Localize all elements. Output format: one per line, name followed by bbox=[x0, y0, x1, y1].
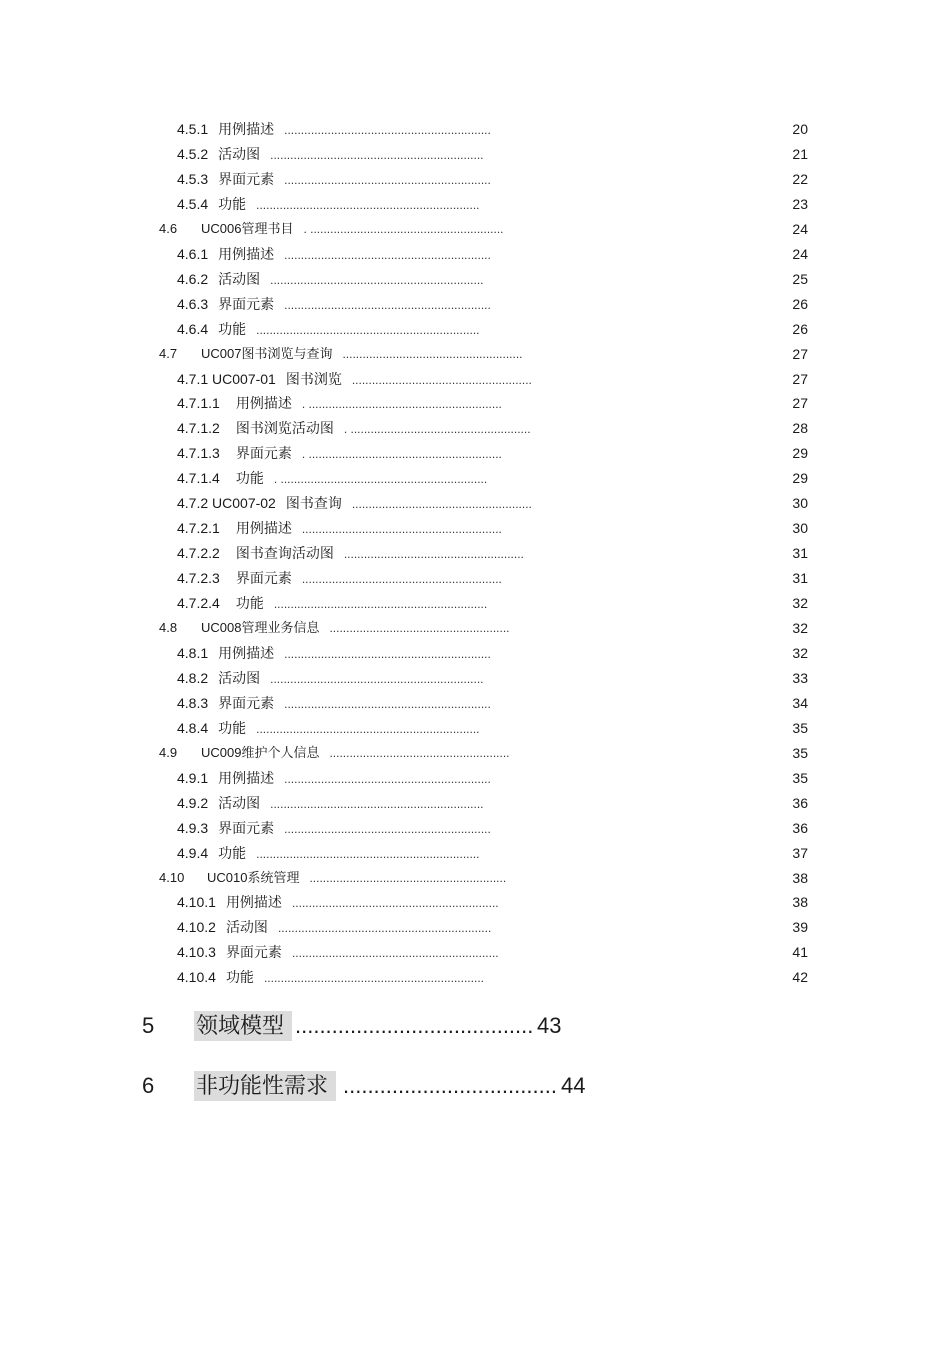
toc-entry-number: 4.7.1.4 bbox=[177, 470, 220, 487]
toc-entry-number: 4.10 bbox=[159, 869, 185, 885]
toc-entry[interactable] bbox=[177, 393, 502, 413]
toc-entry-number: 4.5.3 bbox=[177, 170, 209, 187]
toc-entry-title: 活动图 bbox=[218, 669, 261, 686]
toc-entry-leader: ................................................................ bbox=[270, 147, 484, 162]
toc-entry[interactable] bbox=[177, 169, 491, 189]
toc-entry-leader: ................................................................... bbox=[256, 197, 480, 212]
toc-entry-number: 4.5.2 bbox=[177, 145, 209, 162]
toc-entry[interactable] bbox=[177, 843, 480, 863]
toc-entry[interactable] bbox=[177, 269, 484, 289]
toc-entry-page: 34 bbox=[792, 694, 808, 711]
chapter-entry[interactable] bbox=[142, 1071, 642, 1101]
toc-entry-title: UC008管理业务信息 bbox=[201, 620, 320, 635]
toc-entry-title: 活动图 bbox=[218, 270, 261, 287]
toc-entry-number: 4.8.1 bbox=[177, 644, 209, 661]
toc-entry-page: 39 bbox=[792, 919, 808, 936]
toc-entry-leader: .............................................................. bbox=[284, 771, 491, 786]
toc-entry-page: 36 bbox=[792, 794, 808, 811]
toc-entry-number: 4.5.4 bbox=[177, 195, 209, 212]
toc-entry-page: 26 bbox=[792, 320, 808, 337]
toc-entry-leader: .............................................................. bbox=[284, 696, 491, 711]
toc-entry-page: 23 bbox=[792, 195, 808, 212]
toc-entry[interactable] bbox=[177, 468, 487, 488]
toc-entry[interactable] bbox=[177, 144, 484, 164]
toc-entry-title: 活动图 bbox=[218, 145, 261, 162]
toc-entry-title: 图书浏览活动图 bbox=[235, 420, 334, 437]
toc-entry-leader: ...................................................... bbox=[342, 346, 523, 361]
toc-entry-number: 4.7 bbox=[159, 345, 178, 361]
toc-entry-number: 4.6.4 bbox=[177, 320, 209, 337]
toc-entry-leader: .............................................................. bbox=[291, 896, 499, 911]
toc-entry-leader: ...................................................... bbox=[329, 621, 510, 635]
toc-entry-page: 35 bbox=[792, 719, 808, 736]
toc-entry-number: 4.6.3 bbox=[177, 295, 209, 312]
toc-entry-leader: .............................................................. bbox=[291, 946, 499, 961]
toc-entry-page: 22 bbox=[792, 170, 808, 187]
toc-entry-leader: ...................................................... bbox=[351, 497, 532, 512]
toc-entry-page: 21 bbox=[792, 145, 808, 162]
toc-entry-number: 4.8.2 bbox=[177, 669, 209, 686]
toc-entry-leader: .............................................................. bbox=[284, 646, 491, 661]
toc-entry-title: 用例描述 bbox=[225, 894, 282, 911]
toc-entry-title: 图书查询活动图 bbox=[235, 545, 334, 562]
toc-entry-page: 30 bbox=[792, 520, 808, 537]
toc-entry-number: 4.7.2 UC007-02 bbox=[177, 495, 276, 512]
toc-entry-page: 32 bbox=[792, 595, 808, 612]
toc-entry-title: UC006管理书目 bbox=[201, 220, 294, 236]
toc-entry-number: 4.7.1.3 bbox=[177, 445, 220, 462]
toc-entry-page: 31 bbox=[792, 545, 808, 562]
toc-entry-title: 功能 bbox=[235, 595, 264, 612]
toc-entry-leader: .............................................................. bbox=[284, 172, 491, 187]
toc-entry-leader: ............................................................ bbox=[301, 522, 502, 537]
toc-entry-title: 用例描述 bbox=[218, 644, 275, 661]
toc-entry-title: 用例描述 bbox=[235, 395, 292, 412]
toc-entry[interactable] bbox=[159, 618, 510, 638]
toc-entry-title: 界面元素 bbox=[235, 445, 292, 462]
toc-entry[interactable] bbox=[177, 668, 484, 688]
toc-entry-title: 活动图 bbox=[218, 794, 261, 811]
toc-entry-title: 用例描述 bbox=[235, 520, 292, 537]
toc-entry-number: 4.7.2.1 bbox=[177, 520, 220, 537]
toc-entry-leader: ................................................................ bbox=[270, 796, 484, 811]
toc-entry-leader: ................................................................ bbox=[273, 597, 488, 612]
toc-entry-leader: ................................................................ bbox=[277, 921, 492, 936]
toc-entry[interactable] bbox=[159, 344, 523, 364]
toc-entry-page: 29 bbox=[792, 470, 808, 487]
toc-entry-page: 32 bbox=[792, 620, 808, 636]
toc-entry-leader: .............................................................. bbox=[284, 247, 491, 262]
toc-entry-number: 4.9.1 bbox=[177, 769, 209, 786]
toc-entry-leader: .............................................................. bbox=[284, 821, 491, 836]
toc-entry-page: 24 bbox=[792, 245, 808, 262]
chapter-title: 领域模型 bbox=[194, 1011, 292, 1041]
toc-entry-number: 4.10.1 bbox=[177, 894, 216, 911]
toc-entry-page: 30 bbox=[792, 495, 808, 512]
toc-entry[interactable] bbox=[177, 493, 532, 513]
toc-entry-page: 27 bbox=[792, 395, 808, 412]
toc-entry-number: 4.7.2.4 bbox=[177, 595, 220, 612]
toc-entry-number: 4.6.1 bbox=[177, 245, 209, 262]
toc-entry-title: 功能 bbox=[235, 470, 264, 487]
chapter-number: 5 bbox=[142, 1013, 155, 1038]
toc-entry-title: 图书查询 bbox=[285, 495, 342, 512]
toc-entry-number: 4.7.2.2 bbox=[177, 545, 220, 562]
toc-entry[interactable] bbox=[177, 443, 502, 463]
toc-entry-page: 31 bbox=[792, 570, 808, 587]
toc-entry-number: 4.8.4 bbox=[177, 719, 209, 736]
toc-entry-page: 42 bbox=[792, 969, 808, 986]
toc-entry-title: 界面元素 bbox=[218, 170, 275, 187]
toc-entry-title: 界面元素 bbox=[225, 944, 282, 961]
toc-entry-leader: . ...................................................... bbox=[343, 422, 531, 437]
toc-entry-leader: . .......................................................... bbox=[301, 397, 502, 412]
toc-entry-title: 界面元素 bbox=[218, 295, 275, 312]
toc-entry-leader: ................................................................... bbox=[256, 846, 480, 861]
toc-entry-page: 35 bbox=[792, 769, 808, 786]
chapter-number: 6 bbox=[142, 1073, 155, 1098]
toc-entry-leader: . .......................................................... bbox=[303, 221, 504, 236]
toc-entry[interactable] bbox=[177, 244, 491, 264]
toc-entry-page: 38 bbox=[792, 869, 808, 886]
chapter-page: 43 bbox=[537, 1013, 562, 1038]
toc-entry[interactable] bbox=[177, 718, 480, 738]
toc-entry-page: 27 bbox=[792, 370, 808, 387]
toc-entry-leader: ........................................................... bbox=[309, 870, 507, 885]
toc-entry-page: 26 bbox=[792, 295, 808, 312]
toc-entry-number: 4.7.1 UC007-01 bbox=[177, 370, 276, 387]
toc-entry-page: 29 bbox=[792, 445, 808, 462]
toc-entry-number: 4.9 bbox=[159, 744, 178, 760]
toc-entry-page: 41 bbox=[792, 944, 808, 961]
toc-entry[interactable] bbox=[177, 119, 491, 139]
chapter-entry[interactable] bbox=[142, 1011, 642, 1041]
toc-entry-page: 27 bbox=[792, 345, 808, 362]
toc-entry[interactable] bbox=[177, 967, 484, 987]
toc-entry[interactable] bbox=[177, 418, 531, 438]
toc-entry-title: 用例描述 bbox=[218, 769, 275, 786]
toc-entry-leader: ............................................................ bbox=[301, 572, 502, 587]
toc-entry-title: UC009维护个人信息 bbox=[201, 744, 320, 760]
toc-entry-number: 4.10.2 bbox=[177, 919, 216, 936]
toc-entry[interactable] bbox=[159, 219, 504, 239]
chapter-dots: ....................................... bbox=[295, 1013, 534, 1038]
toc-entry-number: 4.8.3 bbox=[177, 694, 209, 711]
toc-entry-page: 32 bbox=[792, 644, 808, 661]
toc-entry-page: 35 bbox=[792, 744, 808, 761]
toc-entry-leader: ................................................................... bbox=[256, 322, 480, 337]
toc-entry[interactable] bbox=[177, 568, 502, 588]
toc-entry-number: 4.6.2 bbox=[177, 270, 209, 287]
toc-entry-number: 4.10.4 bbox=[177, 969, 216, 986]
toc-entry[interactable] bbox=[177, 518, 502, 538]
toc-entry-page: 38 bbox=[792, 894, 808, 911]
toc-entry-leader: .................................................................. bbox=[263, 971, 484, 986]
toc-entry-title: 界面元素 bbox=[235, 570, 292, 587]
toc-entry-page: 28 bbox=[792, 420, 808, 437]
toc-entry-number: 4.7.1.2 bbox=[177, 420, 220, 437]
toc-entry-leader: ...................................................... bbox=[329, 745, 510, 760]
toc-entry-page: 25 bbox=[792, 270, 808, 287]
toc-entry[interactable] bbox=[177, 768, 491, 788]
toc-entry[interactable] bbox=[177, 942, 499, 962]
toc-entry-number: 4.9.3 bbox=[177, 819, 209, 836]
toc-entry-page: 37 bbox=[792, 844, 808, 861]
toc-entry-number: 4.9.2 bbox=[177, 794, 209, 811]
toc-entry-title: 图书浏览 bbox=[285, 370, 342, 387]
toc-entry-title: 功能 bbox=[225, 969, 254, 986]
toc-entry-leader: ................................................................ bbox=[270, 272, 484, 287]
toc-entry-leader: ...................................................... bbox=[351, 372, 532, 387]
toc-entry-leader: . .............................................................. bbox=[273, 472, 488, 487]
toc-entry[interactable] bbox=[177, 294, 491, 314]
toc-entry[interactable] bbox=[177, 693, 491, 713]
toc-entry-title: 活动图 bbox=[225, 919, 268, 936]
toc-entry-number: 4.9.4 bbox=[177, 844, 209, 861]
toc-entry[interactable] bbox=[177, 593, 487, 613]
toc-entry[interactable] bbox=[159, 743, 510, 763]
toc-entry-page: 24 bbox=[792, 220, 808, 237]
toc-entry-number: 4.5.1 bbox=[177, 121, 209, 137]
toc-entry[interactable] bbox=[177, 892, 499, 912]
toc-entry-page: 36 bbox=[792, 819, 808, 836]
toc-entry-title: 功能 bbox=[218, 320, 247, 337]
toc-entry[interactable] bbox=[177, 793, 484, 813]
toc-entry-number: 4.6 bbox=[159, 220, 178, 236]
toc-entry[interactable] bbox=[177, 643, 491, 663]
toc-entry-number: 4.7.1.1 bbox=[177, 395, 220, 412]
toc-entry-title: 界面元素 bbox=[218, 819, 275, 836]
chapter-page: 44 bbox=[561, 1073, 586, 1098]
toc-entry-page: 33 bbox=[792, 669, 808, 686]
toc-entry-leader: .............................................................. bbox=[284, 123, 491, 137]
toc-entry-page: 20 bbox=[792, 121, 808, 137]
toc-entry-leader: ................................................................ bbox=[270, 671, 484, 686]
toc-entry-number: 4.8 bbox=[159, 620, 178, 635]
toc-entry-title: 功能 bbox=[218, 844, 247, 861]
toc-entry[interactable] bbox=[177, 818, 491, 838]
toc-entry-leader: ................................................................... bbox=[256, 721, 480, 736]
toc-entry[interactable] bbox=[177, 543, 524, 563]
toc-entry-title: 用例描述 bbox=[218, 121, 275, 137]
toc-entry-title: 界面元素 bbox=[218, 694, 275, 711]
toc-entry-title: 用例描述 bbox=[218, 245, 275, 262]
toc-entry-title: UC010系统管理 bbox=[207, 869, 300, 885]
toc-entry-title: 功能 bbox=[218, 195, 247, 212]
toc-entry-number: 4.10.3 bbox=[177, 944, 216, 961]
chapter-title: 非功能性需求 bbox=[194, 1071, 336, 1101]
toc-entry-number: 4.7.2.3 bbox=[177, 570, 220, 587]
toc-entry[interactable] bbox=[177, 917, 491, 937]
toc-entry[interactable] bbox=[159, 868, 506, 888]
toc-entry-leader: ...................................................... bbox=[343, 547, 524, 562]
toc-entry[interactable] bbox=[177, 194, 480, 214]
toc-entry[interactable] bbox=[177, 319, 480, 339]
toc-entry-title: UC007图书浏览与查询 bbox=[201, 345, 333, 361]
chapter-dots: ................................... bbox=[343, 1073, 557, 1098]
toc-entry-title: 功能 bbox=[218, 719, 247, 736]
toc-entry-leader: .............................................................. bbox=[284, 297, 491, 312]
toc-entry[interactable] bbox=[177, 369, 532, 389]
toc-entry-leader: . .......................................................... bbox=[301, 447, 502, 462]
